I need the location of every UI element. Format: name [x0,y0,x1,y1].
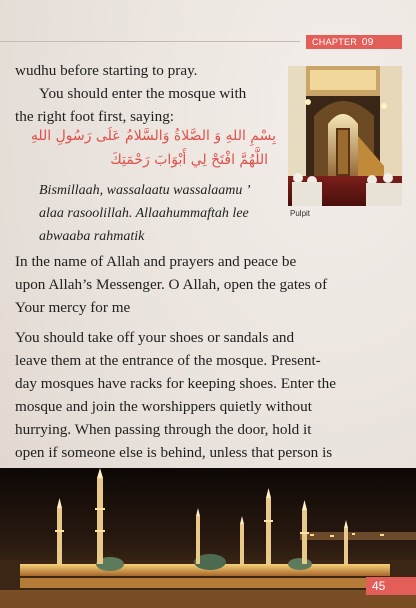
pulpit-image [288,66,402,206]
paragraph-line-5: hurrying. When passing through the door, hold it [15,421,312,438]
photo-caption: Pulpit [290,209,311,218]
page-number: 45 [372,579,386,593]
paragraph-line-4: mosque and join the worshippers quietly without [15,398,312,415]
chapter-number: 09 [361,37,374,48]
arabic-dua-line-1: بِسْمِ اللهِ وَ الصَّلاةُ وَالسَّلامُ عَلَى رَسُولِ اللهِ [30,128,276,144]
translation-line-3: Your mercy for me [15,299,131,316]
mosque-skyline-image [0,468,416,608]
chapter-label: CHAPTER [312,37,358,47]
chapter-header [0,35,416,49]
translation-line-1: In the name of Allah and prayers and peace be [15,253,297,270]
body-line-3: the right foot first, saying: [15,108,175,125]
chapter-rule [0,41,300,42]
paragraph-line-2: leave them at the entrance of the mosque. Present- [15,352,321,369]
paragraph-line-6: open if someone else is behind, unless that person is [15,444,333,461]
transliteration-line-3: abwaaba rahmatik [39,229,145,244]
transliteration-line-1: Bismillaah, wassalaatu wassalaamu ’ [39,183,251,198]
mosque-night-photo [0,468,416,608]
transliteration-line-2: alaa rasoolillah. Allaahummaftah lee [39,206,249,221]
body-line-2: You should enter the mosque with [39,85,247,102]
paragraph-line-3: day mosques have racks for keeping shoes. Enter the [15,375,336,392]
chapter-tab [306,35,402,49]
body-line-1: wudhu before starting to pray. [15,62,198,79]
paragraph-line-1: You should take off your shoes or sandals and [15,329,295,346]
arabic-dua-line-2: اللَّهُمَّ افْتَحْ لِي أَبْوَابَ رَحْمَتِكَ [110,152,268,168]
pulpit-photo [288,66,402,206]
translation-line-2: upon Allah’s Messenger. O Allah, open the gates of [15,276,328,293]
